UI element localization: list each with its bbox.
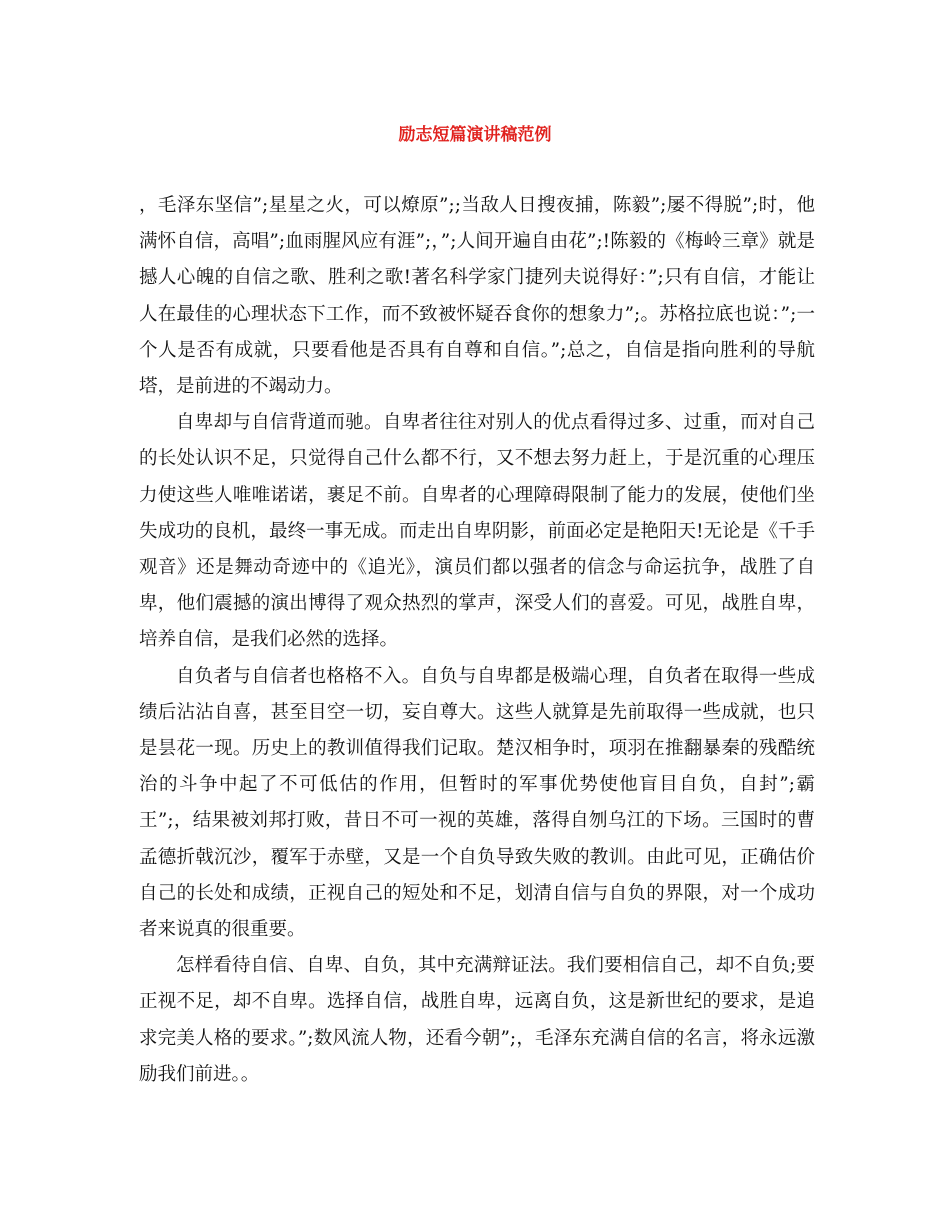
paragraph-4: 怎样看待自信、自卑、自负，其中充满辩证法。我们要相信自己，却不自负;要正视不足，却不自卑。选择自信，战胜自卑，远离自负，这是新世纪的要求，是追求完美人格的要求。”;数风流人物，还看今朝”;，毛泽东充满自信的名言，将永远激励我们前进。。 [139,955,815,1085]
document-body [139,188,815,1093]
paragraph-3: 自负者与自信者也格格不入。自负与自卑都是极端心理，自负者在取得一些成绩后沾沾自喜，甚至目空一切，妄自尊大。这些人就算是先前取得一些成就，也只是昙花一现。历史上的教训值得我们记取。楚汉相争时，项羽在推翻暴秦的残酷统治的斗争中起了不可低估的作用，但暂时的军事优势使他盲目自负，自封”;霸王”;，结果被刘邦打败，昔日不可一视的英雄，落得自刎乌江的下场。三国时的曹孟德折戟沉沙，覆军于赤壁，又是一个自负导致失败的教训。由此可见，正确估价自己的长处和成绩，正视自己的短处和不足，划清自信与自负的界限，对一个成功者来说真的很重要。 [139,665,815,941]
paragraph-1: ，毛泽东坚信”;星星之火，可以燎原”;;当敌人日搜夜捕，陈毅”;屡不得脱”;时，他满怀自信，高唱”;血雨腥风应有涯”;，”;人间开遍自由花”;!陈毅的《梅岭三章》就是撼人心魄的自信之歌、胜利之歌!著名科学家门捷列夫说得好：”;只有自信，才能让人在最佳的心理状态下工作，而不致被怀疑吞食你的想象力”;。苏格拉底也说：”;一个人是否有成就，只要看他是否具有自尊和自信。”;总之，自信是指向胜利的导航塔，是前进的不竭动力。 [139,195,815,398]
paragraph-2: 自卑却与自信背道而驰。自卑者往往对别人的优点看得过多、过重，而对自己的长处认识不足，只觉得自己什么都不行，又不想去努力赶上，于是沉重的心理压力使这些人唯唯诺诺，裹足不前。自卑者的心理障碍限制了能力的发展，使他们坐失成功的良机，最终一事无成。而走出自卑阴影，前面必定是艳阳天!无论是《千手观音》还是舞动奇迹中的《追光》，演员们都以强者的信念与命运抗争，战胜了自卑，他们震撼的演出博得了观众热烈的掌声，深受人们的喜爱。可见，战胜自卑，培养自信，是我们必然的选择。 [139,412,815,651]
page-title: 励志短篇演讲稿范例 [398,125,552,145]
